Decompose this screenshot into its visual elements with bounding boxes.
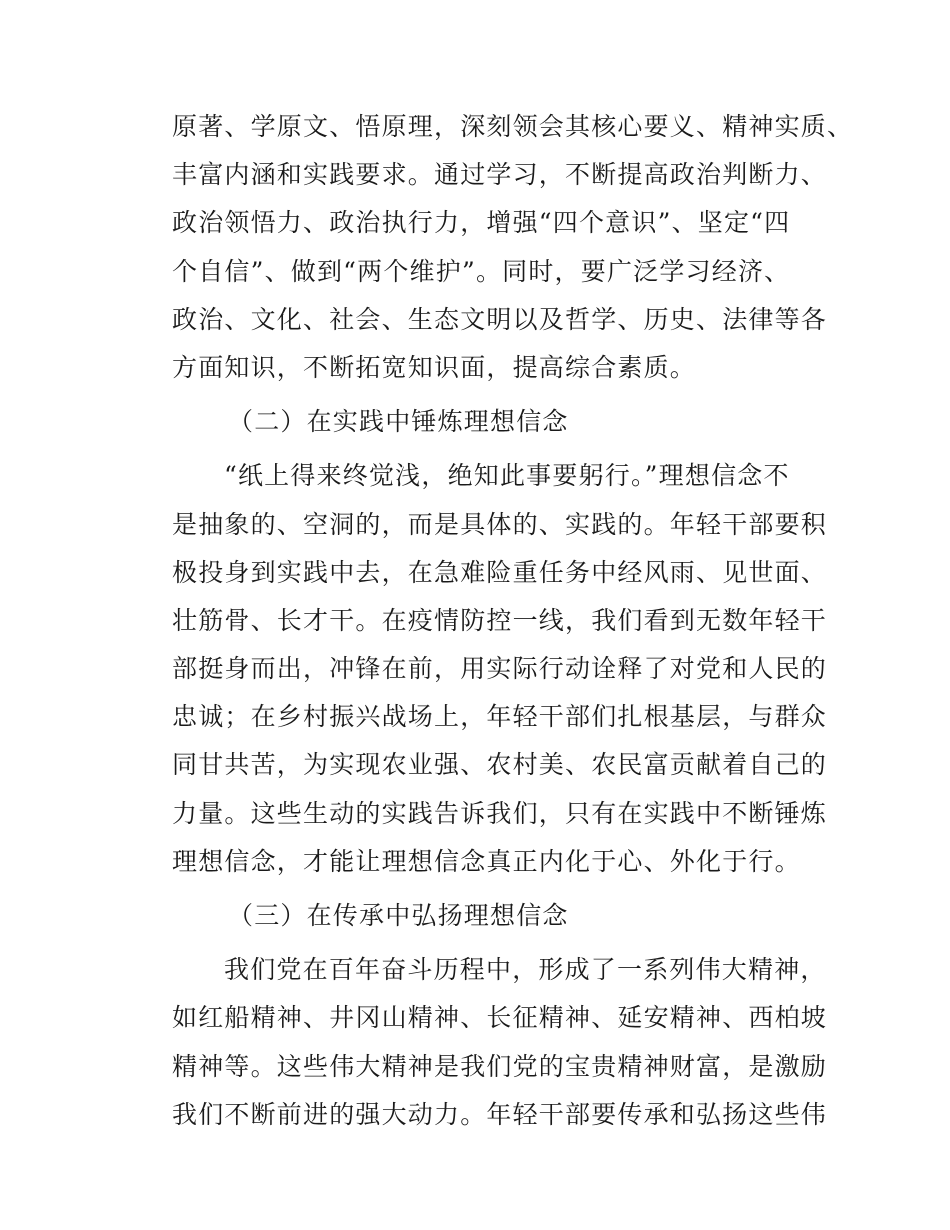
text-line: 精神等。这些伟大精神是我们党的宝贵精神财富，是激励: [172, 1051, 828, 1081]
text-line: 政治、文化、社会、生态文明以及哲学、历史、法律等各: [172, 304, 828, 334]
text-line: 我们党在百年奋斗历程中，形成了一系列伟大精神，: [224, 955, 827, 985]
section-heading: （二）在实践中锤炼理想信念: [228, 407, 569, 437]
text-line: 原著、学原文、悟原理，深刻领会其核心要义、精神实质、: [172, 112, 854, 141]
text-line: 是抽象的、空洞的，而是具体的、实践的。年轻干部要积: [172, 509, 828, 539]
paragraph: [172, 452, 828, 886]
text-line: 丰富内涵和实践要求。通过学习，不断提高政治判断力、: [172, 160, 828, 190]
text-line: 部挺身而出，冲锋在前，用实际行动诠释了对党和人民的: [172, 654, 828, 684]
text-line: 如红船精神、井冈山精神、长征精神、延安精神、西柏坡: [172, 1003, 828, 1033]
text-line: 壮筋骨、长才干。在疫情防控一线，我们看到无数年轻干: [172, 605, 828, 635]
text-line: 力量。这些生动的实践告诉我们，只有在实践中不断锤炼: [172, 798, 828, 828]
text-line: 同甘共苦，为实现农业强、农村美、农民富贡献着自己的: [172, 750, 828, 780]
text-line: 政治领悟力、政治执行力，增强“四个意识”、坚定“四: [172, 208, 791, 238]
section-heading: （三）在传承中弘扬理想信念: [228, 901, 569, 930]
paragraph-continuation: [172, 103, 854, 392]
text-line: 忠诚；在乡村振兴战场上，年轻干部们扎根基层，与群众: [172, 702, 828, 732]
text-line: 极投身到实践中去，在急难险重任务中经风雨、见世面、: [172, 557, 828, 587]
document-body: [172, 103, 854, 1139]
text-line: 方面知识，不断拓宽知识面，提高综合素质。: [172, 352, 697, 382]
text-line: 理想信念，才能让理想信念真正内化于心、外化于行。: [172, 846, 801, 876]
text-line: 我们不断前进的强大动力。年轻干部要传承和弘扬这些伟: [172, 1099, 828, 1129]
text-line: “纸上得来终觉浅，绝知此事要躬行。”理想信念不: [224, 461, 790, 491]
text-line: 个自信”、做到“两个维护”。同时，要广泛学习经济、: [172, 256, 791, 286]
paragraph: [172, 946, 828, 1139]
